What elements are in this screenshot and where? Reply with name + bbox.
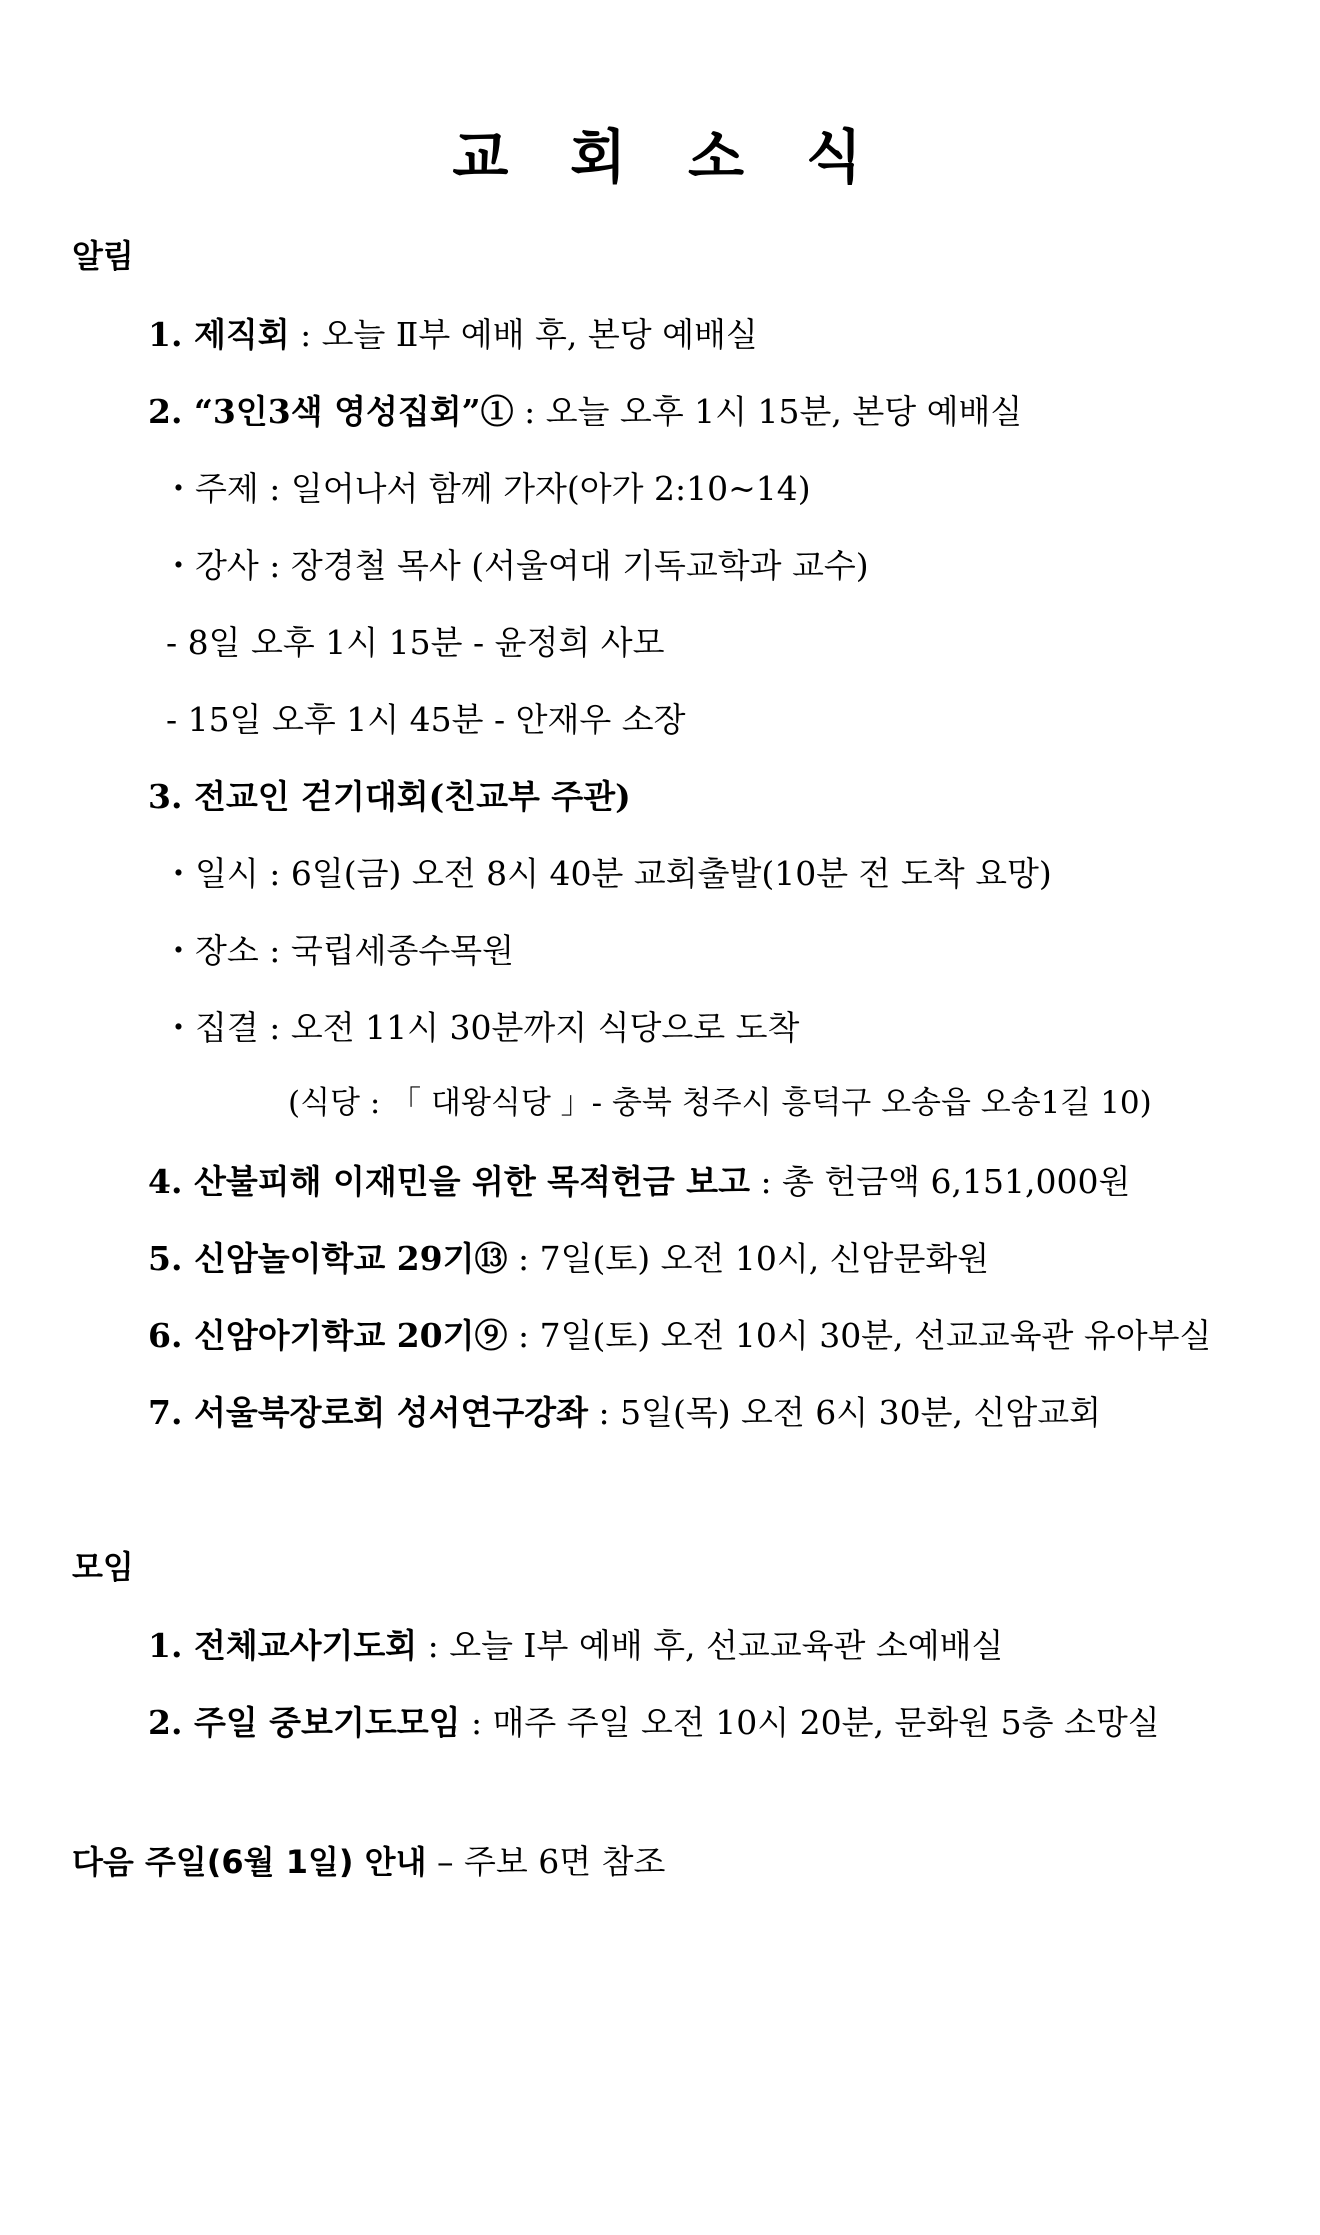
next-sunday-notice	[72, 1842, 666, 1881]
announcement-3-gather: ・집결 : 오전 11시 30분까지 식당으로 도착	[162, 1008, 800, 1047]
announcement-3-restaurant: (식당 : 「 대왕식당 」- 충북 청주시 흥덕구 오송읍 오송1길 10)	[288, 1085, 1152, 1121]
announcement-2-session-8: - 8일 오후 1시 15분 - 윤정희 사모	[166, 623, 665, 662]
announcement-1: 1. 제직회 : 오늘 Ⅱ부 예배 후, 본당 예배실	[148, 315, 758, 354]
meeting-1: 1. 전체교사기도회 : 오늘 Ⅰ부 예배 후, 선교교육관 소예배실	[148, 1626, 1004, 1665]
meeting-2: 2. 주일 중보기도모임 : 매주 주일 오전 10시 20분, 문화원 5층 소망실	[148, 1703, 1160, 1742]
announcement-3-time: ・일시 : 6일(금) 오전 8시 40분 교회출발(10분 전 도착 요망)	[162, 854, 1052, 893]
title-char: 소	[688, 123, 750, 191]
announcements-heading: 알림	[72, 237, 134, 275]
announcement-3: 3. 전교인 걷기대회(친교부 주관)	[148, 777, 631, 816]
announcement-5: 5. 신암놀이학교 29기⑬ : 7일(토) 오전 10시, 신암문화원	[148, 1239, 990, 1278]
announcement-2-session-15: - 15일 오후 1시 45분 - 안재우 소장	[166, 700, 686, 739]
announcement-2: 2. “3인3색 영성집회”① : 오늘 오후 1시 15분, 본당 예배실	[148, 392, 1023, 431]
title-char: 식	[805, 123, 868, 191]
title-char: 교	[452, 123, 515, 191]
meetings-heading: 모임	[72, 1548, 134, 1586]
announcement-2-theme: ・주제 : 일어나서 함께 가자(아가 2:10~14)	[162, 469, 811, 508]
announcement-4: 4. 산불피해 이재민을 위한 목적헌금 보고 : 총 헌금액 6,151,000원	[148, 1162, 1131, 1201]
announcement-6: 6. 신암아기학교 20기⑨ : 7일(토) 오전 10시 30분, 선교교육관 유아부실	[148, 1316, 1212, 1355]
announcement-2-speaker: ・강사 : 장경철 목사 (서울여대 기독교학과 교수)	[162, 546, 869, 585]
announcement-7: 7. 서울북장로회 성서연구강좌 : 5일(목) 오전 6시 30분, 신암교회	[148, 1393, 1102, 1432]
announcement-3-place: ・장소 : 국립세종수목원	[162, 931, 514, 970]
page-title	[0, 123, 1320, 191]
title-char: 회	[570, 123, 632, 191]
next-sunday-text: – 주보 6면 참조	[426, 1842, 666, 1881]
next-sunday-heading: 다음 주일(6월 1일) 안내	[72, 1843, 427, 1881]
